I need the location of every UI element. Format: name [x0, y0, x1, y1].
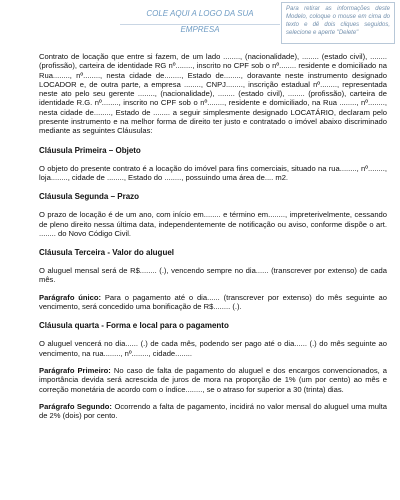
- clause-3-title: Cláusula Terceira - Valor do aluguel: [39, 248, 175, 258]
- clause-4-paragraph-1: [39, 366, 387, 394]
- clause-3-text: O aluguel mensal será de R$........ (.), vencendo sempre no dia...... (transcrever por extenso) de cada mês.: [39, 266, 387, 285]
- clause-2-text: O prazo de locação é de um ano, com início em........ e término em........, impreterivelmente, cessando de pleno direito nessa última data, independentemente de notificação ou aviso, conforme dispõe o art. ........ do Novo Código Civil.: [39, 210, 387, 238]
- paragraph-lead: Parágrafo Segundo:: [39, 401, 112, 411]
- clause-1-title: Cláusula Primeira – Objeto: [39, 145, 141, 155]
- clause-3-paragraph-unique: [39, 293, 387, 312]
- instructions-note: Para retirar as informações deste Modelo, coloque o mouse em cima do texto e dê dois cliques seguidos, selecione e aperte "Delete": [281, 2, 395, 44]
- paragraph-text: Para o pagamento até o dia...... (transcrever por extenso) do mês seguinte ao vencimento, será concedido uma bonificação de R$........ (.).: [39, 292, 387, 312]
- clause-1-text: O objeto do presente contrato é a locação do imóvel para fins comerciais, situado na rua........, nº........, loja........, cidade de ........, Estado do ........, possuindo uma área de.... m2.: [39, 163, 387, 182]
- clause-4-paragraph-2: [39, 402, 387, 421]
- clause-4-text: O aluguel vencerá no dia...... (.) de cada mês, podendo ser pago até o dia...... (.) do mês seguinte ao vencimento, na rua........, nº........, cidade........: [39, 339, 387, 358]
- logo-placeholder[interactable]: COLE AQUI A LOGO DA SUA EMPRESA: [146, 9, 254, 34]
- intro-paragraph: Contrato de locação que entre si fazem, de um lado ........, (nacionalidade), ........ (estado civil), ........ (profissão), carteira de identidade RG nº........, inscrito no CPF sob o nº........ residente e domiciliado na Rua........, nº........, nesta cidade de........, Estado de........, doravante neste instrumento designado LOCADOR e, de outra parte, a empresa ........, CNPJ........, inscrição estadual nº........, representada neste ato pelo seu gerente ........, (nacionalidade), ........ (estado civil), ........ (profissão), carteira de identidade R.G. nº........, inscrito no CPF sob o nº........, residente e domiciliado, na Rua ........, nº........, nesta cidade de........, Estado de ........ a seguir simplesmente designado LOCATÁRIO, declaram pelo presente instrumento e na melhor forma de direito ter justo e contratado o imóvel abaixo discriminado mediante as seguintes Cláusulas:: [39, 52, 387, 136]
- paragraph-text: Ocorrendo a falta de pagamento, incidirá no valor mensal do aluguel uma multa de 2% (dois) por cento.: [39, 401, 387, 421]
- paragraph-text: No caso de falta de pagamento do aluguel e dos encargos convencionados, a importância devida será acrescida de juros de mora na proporção de 1% (um por cento) ao mês e correção monetária de acordo com o índice........, se o atraso for superior a 30 (trinta) dias.: [39, 365, 388, 394]
- logo-underline: [120, 24, 280, 25]
- clause-2-title: Cláusula Segunda – Prazo: [39, 192, 140, 202]
- contract-body: [39, 52, 387, 428]
- paragraph-lead: Parágrafo Primeiro:: [39, 365, 111, 375]
- clause-4-title: Cláusula quarta - Forma e local para o pagamento: [39, 321, 229, 331]
- paragraph-lead: Parágrafo único:: [39, 292, 102, 302]
